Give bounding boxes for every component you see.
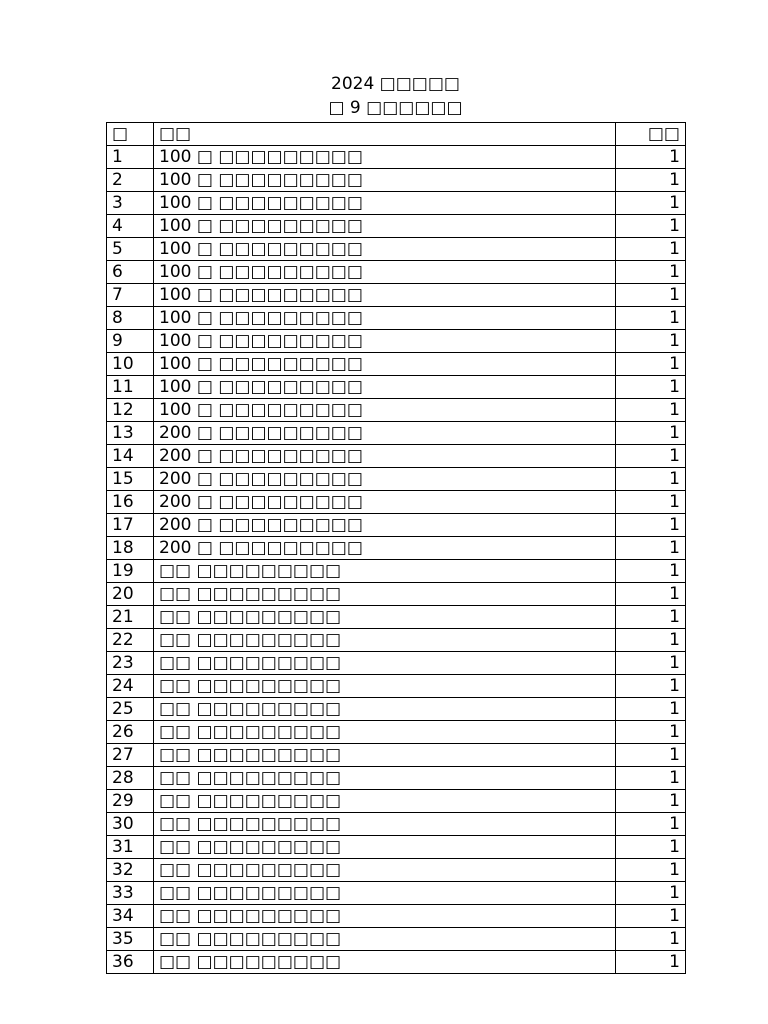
quantity-cell: 1 — [616, 721, 686, 744]
row-number-cell: 24 — [107, 675, 154, 698]
item-name-cell: 100 □ □□□□□□□□□ — [154, 261, 616, 284]
quantity-cell: 1 — [616, 514, 686, 537]
item-name-cell: □□ □□□□□□□□□ — [154, 951, 616, 974]
row-number-cell: 16 — [107, 491, 154, 514]
quantity-cell: 1 — [616, 882, 686, 905]
quantity-cell: 1 — [616, 744, 686, 767]
item-name-cell: □□ □□□□□□□□□ — [154, 721, 616, 744]
table-header-row — [107, 123, 686, 146]
table-row — [107, 951, 686, 974]
document-subtitle: □ 9 □□□□□□ — [328, 98, 463, 118]
quantity-cell: 1 — [616, 836, 686, 859]
quantity-cell: 1 — [616, 813, 686, 836]
table-row — [107, 146, 686, 169]
item-name-cell: □□ □□□□□□□□□ — [154, 652, 616, 675]
table-row — [107, 721, 686, 744]
item-name-cell: □□ □□□□□□□□□ — [154, 928, 616, 951]
quantity-cell: 1 — [616, 468, 686, 491]
quantity-cell: 1 — [616, 767, 686, 790]
quantity-cell: 1 — [616, 928, 686, 951]
table-row — [107, 261, 686, 284]
row-number-cell: 1 — [107, 146, 154, 169]
row-number-cell: 33 — [107, 882, 154, 905]
item-name-cell: □□ □□□□□□□□□ — [154, 836, 616, 859]
table-row — [107, 445, 686, 468]
item-name-cell: □□ □□□□□□□□□ — [154, 698, 616, 721]
table-row — [107, 767, 686, 790]
row-number-cell: 25 — [107, 698, 154, 721]
row-number-cell: 36 — [107, 951, 154, 974]
row-number-cell: 13 — [107, 422, 154, 445]
table-row — [107, 882, 686, 905]
row-number-cell: 8 — [107, 307, 154, 330]
quantity-cell: 1 — [616, 422, 686, 445]
table-row — [107, 928, 686, 951]
table-row — [107, 399, 686, 422]
row-number-cell: 30 — [107, 813, 154, 836]
row-number-cell: 12 — [107, 399, 154, 422]
item-name-cell: 100 □ □□□□□□□□□ — [154, 192, 616, 215]
table-row — [107, 583, 686, 606]
table-row — [107, 675, 686, 698]
row-number-cell: 28 — [107, 767, 154, 790]
row-number-cell: 3 — [107, 192, 154, 215]
quantity-cell: 1 — [616, 560, 686, 583]
item-name-cell: 100 □ □□□□□□□□□ — [154, 238, 616, 261]
table-row — [107, 813, 686, 836]
document-title: 2024 □□□□□ — [331, 74, 460, 94]
row-number-cell: 32 — [107, 859, 154, 882]
quantity-cell: 1 — [616, 330, 686, 353]
table-row — [107, 560, 686, 583]
item-name-cell: 100 □ □□□□□□□□□ — [154, 284, 616, 307]
item-name-cell: 200 □ □□□□□□□□□ — [154, 537, 616, 560]
row-number-cell: 11 — [107, 376, 154, 399]
quantity-cell: 1 — [616, 905, 686, 928]
item-name-cell: 100 □ □□□□□□□□□ — [154, 307, 616, 330]
table-row — [107, 192, 686, 215]
row-number-cell: 4 — [107, 215, 154, 238]
quantity-cell: 1 — [616, 675, 686, 698]
row-number-cell: 10 — [107, 353, 154, 376]
item-name-cell: 100 □ □□□□□□□□□ — [154, 146, 616, 169]
row-number-cell: 15 — [107, 468, 154, 491]
column-header-quantity: □□ — [616, 123, 686, 146]
quantity-cell: 1 — [616, 399, 686, 422]
table-row — [107, 353, 686, 376]
item-name-cell: □□ □□□□□□□□□ — [154, 859, 616, 882]
table-row — [107, 836, 686, 859]
item-name-cell: □□ □□□□□□□□□ — [154, 560, 616, 583]
table-row — [107, 215, 686, 238]
item-name-cell: □□ □□□□□□□□□ — [154, 606, 616, 629]
item-name-cell: □□ □□□□□□□□□ — [154, 813, 616, 836]
quantity-cell: 1 — [616, 238, 686, 261]
row-number-cell: 26 — [107, 721, 154, 744]
quantity-cell: 1 — [616, 284, 686, 307]
table-body — [107, 146, 686, 974]
table-row — [107, 905, 686, 928]
table-row — [107, 537, 686, 560]
quantity-cell: 1 — [616, 859, 686, 882]
table-row — [107, 744, 686, 767]
item-name-cell: □□ □□□□□□□□□ — [154, 629, 616, 652]
column-header-item: □□ — [154, 123, 616, 146]
quantity-cell: 1 — [616, 215, 686, 238]
item-name-cell: 200 □ □□□□□□□□□ — [154, 445, 616, 468]
table-row — [107, 790, 686, 813]
row-number-cell: 22 — [107, 629, 154, 652]
table-row — [107, 652, 686, 675]
row-number-cell: 18 — [107, 537, 154, 560]
row-number-cell: 35 — [107, 928, 154, 951]
quantity-cell: 1 — [616, 169, 686, 192]
item-name-cell: 100 □ □□□□□□□□□ — [154, 399, 616, 422]
row-number-cell: 29 — [107, 790, 154, 813]
table-row — [107, 307, 686, 330]
table-row — [107, 491, 686, 514]
table-row — [107, 468, 686, 491]
row-number-cell: 27 — [107, 744, 154, 767]
row-number-cell: 14 — [107, 445, 154, 468]
item-name-cell: □□ □□□□□□□□□ — [154, 905, 616, 928]
item-name-cell: □□ □□□□□□□□□ — [154, 882, 616, 905]
item-name-cell: □□ □□□□□□□□□ — [154, 675, 616, 698]
table-row — [107, 330, 686, 353]
quantity-cell: 1 — [616, 192, 686, 215]
quantity-cell: 1 — [616, 583, 686, 606]
row-number-cell: 20 — [107, 583, 154, 606]
item-name-cell: 100 □ □□□□□□□□□ — [154, 353, 616, 376]
item-name-cell: 100 □ □□□□□□□□□ — [154, 215, 616, 238]
item-name-cell: □□ □□□□□□□□□ — [154, 583, 616, 606]
row-number-cell: 9 — [107, 330, 154, 353]
row-number-cell: 21 — [107, 606, 154, 629]
quantity-cell: 1 — [616, 606, 686, 629]
item-name-cell: □□ □□□□□□□□□ — [154, 744, 616, 767]
item-name-cell: 100 □ □□□□□□□□□ — [154, 376, 616, 399]
item-name-cell: □□ □□□□□□□□□ — [154, 790, 616, 813]
item-name-cell: 200 □ □□□□□□□□□ — [154, 422, 616, 445]
row-number-cell: 2 — [107, 169, 154, 192]
table-row — [107, 606, 686, 629]
quantity-cell: 1 — [616, 652, 686, 675]
table-row — [107, 238, 686, 261]
quantity-cell: 1 — [616, 629, 686, 652]
row-number-cell: 31 — [107, 836, 154, 859]
quantity-cell: 1 — [616, 537, 686, 560]
quantity-cell: 1 — [616, 951, 686, 974]
row-number-cell: 17 — [107, 514, 154, 537]
item-name-cell: 200 □ □□□□□□□□□ — [154, 491, 616, 514]
item-name-cell: 100 □ □□□□□□□□□ — [154, 330, 616, 353]
table-row — [107, 859, 686, 882]
quantity-cell: 1 — [616, 445, 686, 468]
row-number-cell: 23 — [107, 652, 154, 675]
table-row — [107, 169, 686, 192]
row-number-cell: 34 — [107, 905, 154, 928]
quantity-cell: 1 — [616, 491, 686, 514]
item-name-cell: 100 □ □□□□□□□□□ — [154, 169, 616, 192]
table-row — [107, 514, 686, 537]
row-number-cell: 6 — [107, 261, 154, 284]
row-number-cell: 7 — [107, 284, 154, 307]
table-row — [107, 376, 686, 399]
quantity-cell: 1 — [616, 146, 686, 169]
item-name-cell: □□ □□□□□□□□□ — [154, 767, 616, 790]
item-name-cell: 200 □ □□□□□□□□□ — [154, 514, 616, 537]
quantity-cell: 1 — [616, 353, 686, 376]
quantity-cell: 1 — [616, 698, 686, 721]
table-row — [107, 698, 686, 721]
quantity-cell: 1 — [616, 376, 686, 399]
quantity-cell: 1 — [616, 261, 686, 284]
item-name-cell: 200 □ □□□□□□□□□ — [154, 468, 616, 491]
row-number-cell: 19 — [107, 560, 154, 583]
items-table — [106, 122, 686, 974]
table-row — [107, 629, 686, 652]
quantity-cell: 1 — [616, 790, 686, 813]
row-number-cell: 5 — [107, 238, 154, 261]
quantity-cell: 1 — [616, 307, 686, 330]
table-row — [107, 422, 686, 445]
table-row — [107, 284, 686, 307]
column-header-number: □ — [107, 123, 154, 146]
